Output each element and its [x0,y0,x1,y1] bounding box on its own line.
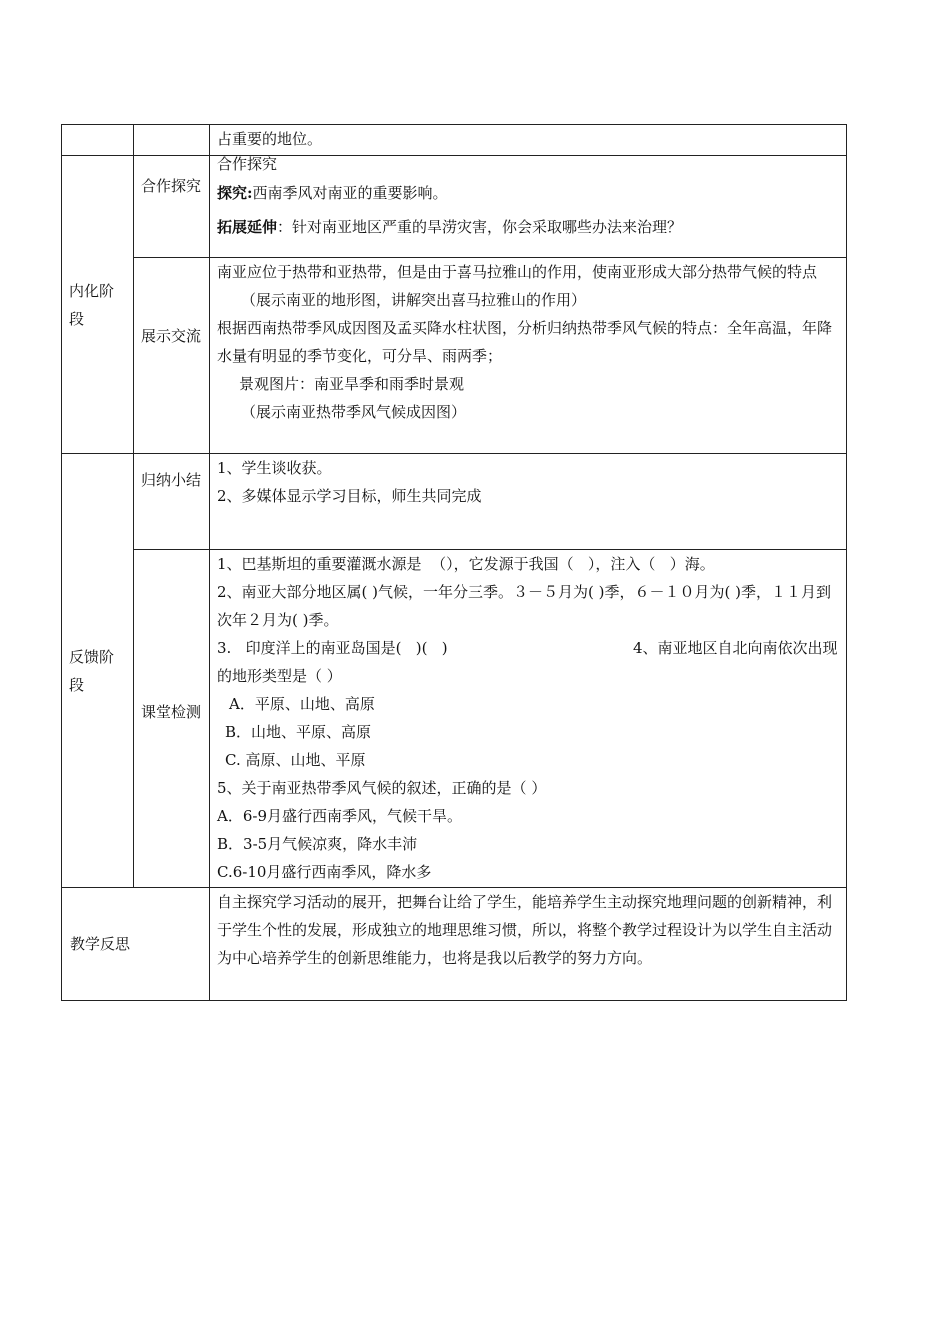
display-p2: （展示南亚的地形图，讲解突出喜马拉雅山的作用） [241,291,587,309]
extend-label: 拓展延伸 [217,218,278,236]
label-reflection: 教学反思 [62,888,210,1001]
sub-cell-empty [134,125,210,156]
quiz-q4b: B．山地、平原、高原 [225,723,372,741]
extend-text: ：针对南亚地区严重的旱涝灾害，你会采取哪些办法来治理？ [277,218,683,236]
label-quiz: 课堂检测 [134,550,210,888]
table-row-summary [62,454,847,550]
reflection-text: 自主探究学习活动的展开，把舞台让给了学生，能培养学生主动探究地理问题的创新精神，利于学生个性的发展，形成独立的地理思维习惯，所以，将整个教学过程设计为以学生自主活动为中心培养学生的创新思维能力，也将是我以后教学的努力方向。 [210,888,847,1001]
lesson-plan-table [61,124,847,1001]
quiz-q5a: A．6-9月盛行西南季风，气候干旱。 [217,807,462,825]
table-row-display [62,258,847,454]
label-summary: 归纳小结 [134,454,210,550]
quiz-q5: 5、关于南亚热带季风气候的叙述，正确的是（ ） [217,779,547,797]
display-p5: （展示南亚热带季风气候成因图） [241,403,467,421]
quiz-q1: 1、巴基斯坦的重要灌溉水源是 （），它发源于我国（ ），注入（ ）海。 [217,555,715,573]
cooperate-content [210,156,847,258]
stage-cell-empty [62,125,134,156]
summary-l2: 2、多媒体显示学习目标，师生共同完成 [217,487,482,505]
extend-line [217,214,839,241]
quiz-q4c: C. 高原、山地、平原 [225,751,366,769]
quiz-q4a: A．平原、山地、高原 [229,695,375,713]
summary-l1: 1、学生谈收获。 [217,459,332,477]
quiz-q2: 2、南亚大部分地区属( )气候，一年分三季。３－５月为( )季，６－１０月为( )季，１１月到次年２月为( )季。 [217,583,831,629]
continuation-text: 占重要的地位。 [210,125,847,156]
explore-line [217,180,839,207]
display-p3: 根据西南热带季风成因图及孟买降水柱状图，分析归纳热带季风气候的特点：全年高温，年降水量有明显的季节变化，可分旱、雨两季； [217,319,833,365]
explore-label: 探究: [217,184,253,202]
table-row-reflection [62,888,847,1001]
stage-neihua: 内化阶段 [62,156,134,454]
summary-content [210,454,847,550]
display-p4: 景观图片：南亚旱季和雨季时景观 [239,375,465,393]
display-p1: 南亚应位于热带和亚热带，但是由于喜马拉雅山的作用，使南亚形成大部分热带气候的特点 [217,263,818,281]
label-cooperate: 合作探究 [134,156,210,258]
label-display: 展示交流 [134,258,210,454]
quiz-q3: 3. 印度洋上的南亚岛国是( )( ) [217,639,448,657]
stage-fankui: 反馈阶段 [62,454,134,888]
quiz-q3-q4 [217,634,839,662]
table-row-cooperate [62,156,847,258]
cooperate-heading: 合作探究 [217,155,278,173]
display-content [210,258,847,454]
table-row-quiz [62,550,847,888]
quiz-q4: 4、南亚地区自北向南依次出现的地形类型是（ ） [217,639,838,685]
quiz-content [210,550,847,888]
quiz-q5c: C.6-10月盛行西南季风，降水多 [217,863,432,881]
explore-text: 西南季风对南亚的重要影响。 [252,184,448,202]
quiz-q5b: B．3-5月气候凉爽，降水丰沛 [217,835,418,853]
